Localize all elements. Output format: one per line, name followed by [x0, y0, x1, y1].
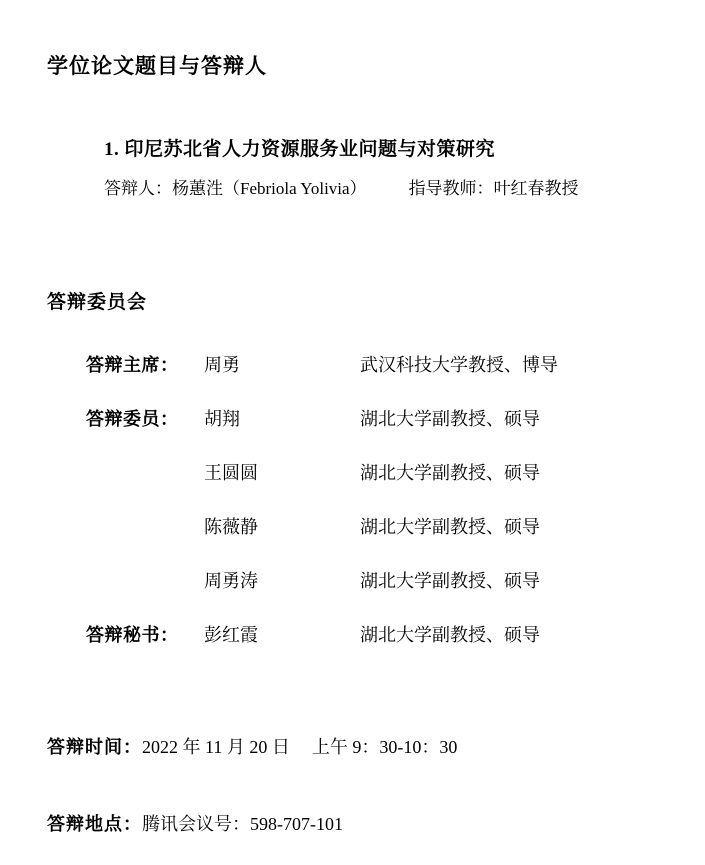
member-name: 王圆圆	[204, 463, 258, 483]
committee-table	[86, 337, 646, 661]
defense-place-line	[47, 810, 343, 836]
member-role: 答辩秘书：	[86, 625, 179, 645]
member-name: 彭红霞	[204, 625, 258, 645]
member-name: 陈薇静	[204, 517, 258, 537]
table-row	[86, 337, 646, 391]
member-affiliation: 湖北大学副教授、硕导	[360, 409, 540, 429]
defense-time-clock: 上午 9：30-10：30	[311, 737, 458, 757]
defense-place-value: 腾讯会议号：598-707-101	[142, 814, 343, 834]
member-role	[86, 499, 204, 553]
defender-label: 答辩人：	[104, 179, 172, 198]
advisor-name: 叶红春教授	[493, 179, 579, 198]
member-role	[86, 445, 204, 499]
defense-place-label: 答辩地点：	[47, 814, 142, 834]
thesis-title: 1. 印尼苏北省人力资源服务业问题与对策研究	[104, 139, 496, 160]
member-affiliation: 湖北大学副教授、硕导	[360, 517, 540, 537]
committee-heading: 答辩委员会	[47, 292, 148, 313]
member-name: 胡翔	[204, 409, 240, 429]
defense-time-line	[47, 733, 457, 759]
defense-time-date: 2022 年 11 月 20 日	[142, 737, 290, 757]
defender-name: 杨蕙泩（Febriola Yolivia）	[172, 179, 367, 198]
member-affiliation: 湖北大学副教授、硕导	[360, 463, 540, 483]
defense-time-label: 答辩时间：	[47, 737, 142, 757]
member-affiliation: 武汉科技大学教授、博导	[360, 355, 558, 375]
table-row	[86, 391, 646, 445]
thesis-meta	[104, 174, 579, 199]
table-row	[86, 499, 646, 553]
member-name: 周勇涛	[204, 571, 258, 591]
table-row	[86, 445, 646, 499]
member-affiliation: 湖北大学副教授、硕导	[360, 625, 540, 645]
page-title: 学位论文题目与答辩人	[47, 54, 267, 78]
member-role: 答辩主席：	[86, 355, 179, 375]
table-row	[86, 553, 646, 607]
advisor-label: 指导教师：	[408, 179, 494, 198]
member-role: 答辩委员：	[86, 409, 179, 429]
table-row	[86, 607, 646, 661]
member-name: 周勇	[204, 355, 240, 375]
member-affiliation: 湖北大学副教授、硕导	[360, 571, 540, 591]
member-role	[86, 553, 204, 607]
